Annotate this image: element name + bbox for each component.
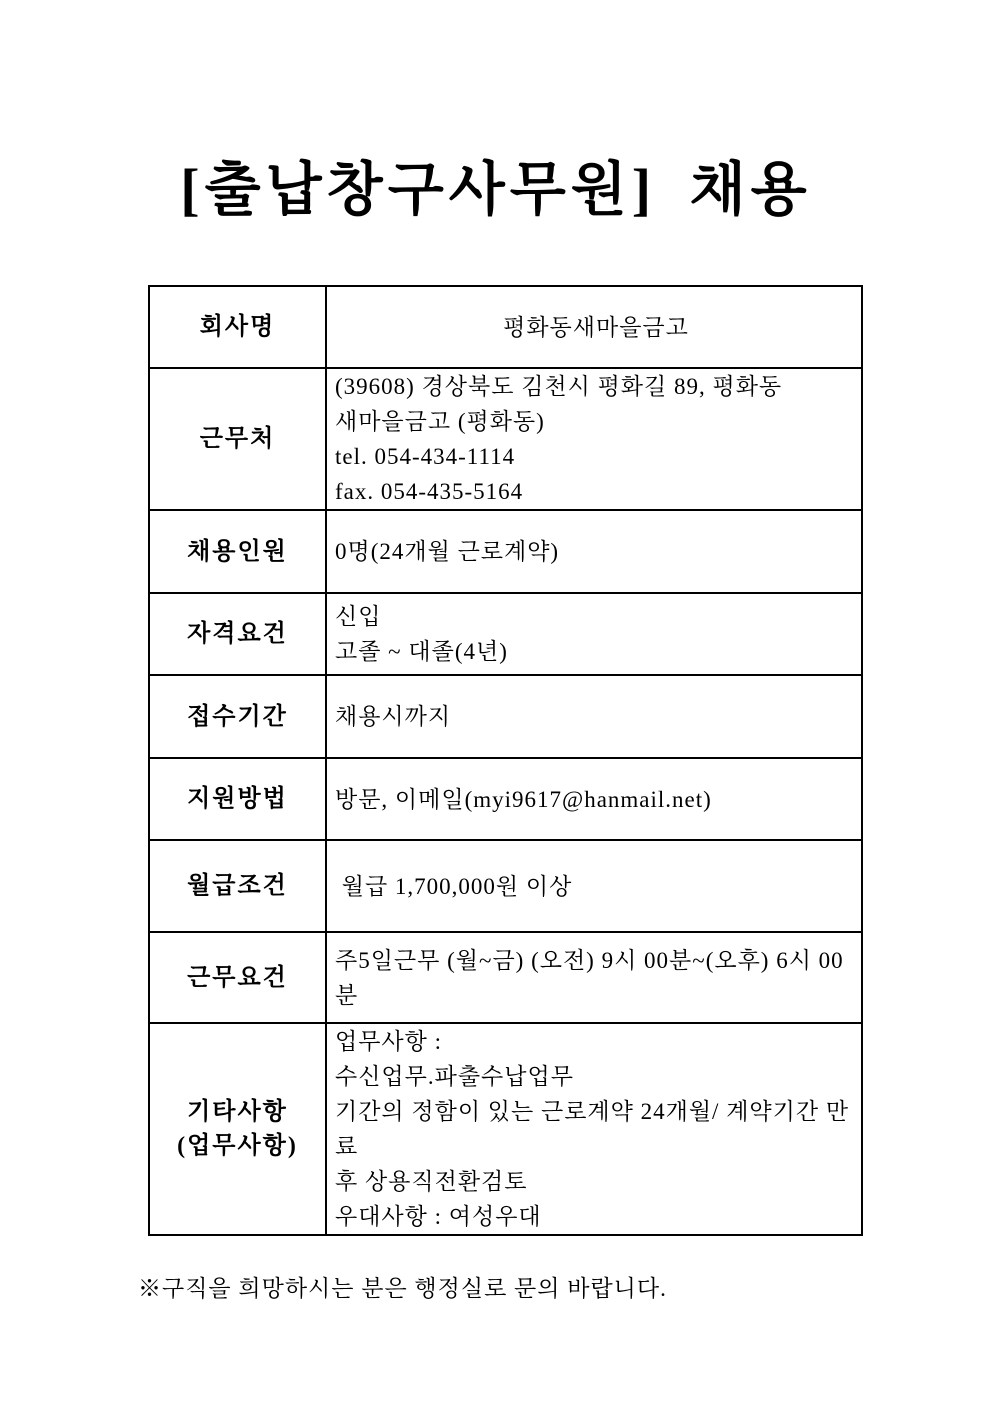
row-label: [149, 368, 326, 510]
table-row: [149, 286, 862, 368]
row-label-line: 지원방법: [187, 786, 288, 812]
job-posting-table-body: [149, 286, 862, 1235]
table-row: [149, 932, 862, 1023]
table-row: [149, 840, 862, 932]
row-value-line: 수신업무.파출수납업무: [335, 1064, 574, 1089]
row-value-line: tel. 054-434-1114: [335, 444, 516, 469]
row-label-line: 자격요건: [187, 621, 288, 647]
footer-note: ※구직을 희망하시는 분은 행정실로 문의 바랍니다.: [138, 1276, 667, 1301]
row-value: [326, 510, 862, 593]
row-value: [326, 286, 862, 368]
row-value-line: 후 상용직전환검토: [335, 1169, 528, 1194]
row-value-line: 0명(24개월 근로계약): [335, 539, 560, 564]
row-value-line: fax. 054-435-5164: [335, 479, 524, 504]
row-value: [326, 1023, 862, 1235]
row-label: [149, 510, 326, 593]
row-value: [326, 593, 862, 675]
row-label: [149, 675, 326, 758]
table-row: [149, 1023, 862, 1235]
row-label-line: 접수기간: [187, 703, 288, 730]
table-row: [149, 510, 862, 593]
row-value-line: 평화동새마을금고: [503, 314, 689, 340]
row-value-line: 업무사항 :: [335, 1029, 443, 1054]
row-value-line: 주5일근무 (월~금) (오전) 9시 00분~(오후) 6시 00분: [335, 947, 844, 1008]
row-label-line: (업무사항): [177, 1133, 298, 1159]
row-value: [326, 368, 862, 510]
row-label: [149, 593, 326, 675]
row-label-line: 회사명: [199, 314, 276, 340]
row-label: [149, 286, 326, 368]
row-value-line: 채용시까지: [335, 704, 452, 729]
row-value-line: 신입: [335, 604, 382, 629]
row-value: [326, 932, 862, 1023]
row-value-line: 고졸 ~ 대졸(4년): [335, 639, 508, 664]
row-label: [149, 1023, 326, 1235]
row-value-line: 방문, 이메일(myi9617@hanmail.net): [335, 786, 712, 812]
row-value: [326, 675, 862, 758]
row-label-line: 근무처: [199, 426, 276, 452]
row-value: [326, 840, 862, 932]
table-row: [149, 675, 862, 758]
row-value-line: (39608) 경상북도 김천시 평화길 89, 평화동: [335, 374, 783, 399]
table-row: [149, 593, 862, 675]
row-label: [149, 840, 326, 932]
row-value-line: 월급 1,700,000원 이상: [335, 873, 573, 899]
row-label-line: 채용인원: [187, 538, 288, 565]
table-row: [149, 758, 862, 840]
row-label-line: 기타사항: [187, 1099, 288, 1125]
row-value-line: 새마을금고 (평화동): [335, 409, 545, 434]
row-value-line: 기간의 정함이 있는 근로계약 24개월/ 계약기간 만료: [335, 1099, 850, 1159]
row-label-line: 월급조건: [187, 873, 288, 899]
row-value: [326, 758, 862, 840]
row-label-line: 근무요건: [187, 964, 288, 991]
row-label: [149, 932, 326, 1023]
page-title: [출납창구사무원] 채용: [180, 157, 812, 222]
table-row: [149, 368, 862, 510]
job-posting-table: [148, 285, 863, 1236]
row-label: [149, 758, 326, 840]
row-value-line: 우대사항 : 여성우대: [335, 1204, 542, 1229]
